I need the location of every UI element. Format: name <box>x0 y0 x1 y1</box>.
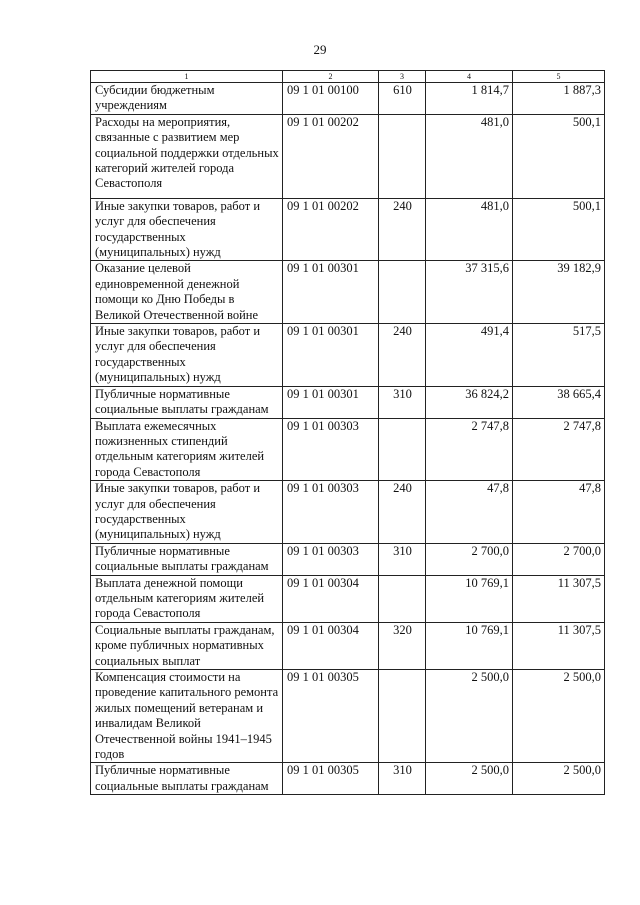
row-type <box>379 114 426 198</box>
row-value-col5: 500,1 <box>513 114 605 198</box>
table-row <box>91 83 605 115</box>
row-code: 09 1 01 00303 <box>283 543 379 575</box>
row-code: 09 1 01 00303 <box>283 481 379 544</box>
row-code: 09 1 01 00100 <box>283 83 379 115</box>
row-value-col4: 481,0 <box>426 198 513 261</box>
table-row <box>91 575 605 622</box>
header-col-2: 2 <box>283 71 379 83</box>
row-code: 09 1 01 00301 <box>283 324 379 387</box>
row-name: Иные закупки товаров, работ и услуг для обеспечения государственных (муниципальных) нужд <box>91 198 283 261</box>
row-value-col4: 37 315,6 <box>426 261 513 324</box>
row-value-col4: 491,4 <box>426 324 513 387</box>
row-type: 610 <box>379 83 426 115</box>
header-col-1: 1 <box>91 71 283 83</box>
row-name: Социальные выплаты гражданам, кроме публичных нормативных социальных выплат <box>91 622 283 669</box>
row-value-col4: 2 500,0 <box>426 670 513 763</box>
row-type <box>379 418 426 481</box>
row-type <box>379 670 426 763</box>
table-row <box>91 324 605 387</box>
row-code: 09 1 01 00305 <box>283 763 379 795</box>
table-row <box>91 481 605 544</box>
table-row <box>91 386 605 418</box>
row-value-col4: 481,0 <box>426 114 513 198</box>
row-code: 09 1 01 00304 <box>283 575 379 622</box>
header-row <box>91 71 605 83</box>
row-name: Выплата ежемесячных пожизненных стипендий отдельным категориям жителей города Севастополя <box>91 418 283 481</box>
row-type: 310 <box>379 763 426 795</box>
table-row <box>91 670 605 763</box>
row-type <box>379 575 426 622</box>
row-type <box>379 261 426 324</box>
row-value-col4: 10 769,1 <box>426 575 513 622</box>
row-value-col5: 2 500,0 <box>513 670 605 763</box>
row-value-col5: 38 665,4 <box>513 386 605 418</box>
table-row <box>91 763 605 795</box>
row-value-col4: 10 769,1 <box>426 622 513 669</box>
row-value-col5: 500,1 <box>513 198 605 261</box>
row-value-col5: 517,5 <box>513 324 605 387</box>
row-name: Компенсация стоимости на проведение капитального ремонта жилых помещений ветеранам и инвалидам Великой Отечественной войны 1941–1945 годов <box>91 670 283 763</box>
row-value-col5: 47,8 <box>513 481 605 544</box>
row-type: 320 <box>379 622 426 669</box>
page-number: 29 <box>313 42 327 57</box>
row-name: Оказание целевой единовременной денежной помощи ко Дню Победы в Великой Отечественной войне <box>91 261 283 324</box>
row-code: 09 1 01 00305 <box>283 670 379 763</box>
row-type: 310 <box>379 386 426 418</box>
table-row <box>91 418 605 481</box>
row-type: 240 <box>379 324 426 387</box>
row-code: 09 1 01 00301 <box>283 386 379 418</box>
row-value-col4: 36 824,2 <box>426 386 513 418</box>
table-row <box>91 114 605 198</box>
row-name: Выплата денежной помощи отдельным категориям жителей города Севастополя <box>91 575 283 622</box>
row-type: 240 <box>379 481 426 544</box>
row-value-col4: 47,8 <box>426 481 513 544</box>
budget-table <box>90 70 605 795</box>
row-name: Субсидии бюджетным учреждениям <box>91 83 283 115</box>
row-value-col4: 2 700,0 <box>426 543 513 575</box>
row-code: 09 1 01 00301 <box>283 261 379 324</box>
header-col-5: 5 <box>513 71 605 83</box>
row-name: Публичные нормативные социальные выплаты гражданам <box>91 386 283 418</box>
row-name: Публичные нормативные социальные выплаты гражданам <box>91 543 283 575</box>
row-value-col5: 11 307,5 <box>513 622 605 669</box>
table-row <box>91 543 605 575</box>
row-type: 240 <box>379 198 426 261</box>
row-value-col4: 2 500,0 <box>426 763 513 795</box>
row-code: 09 1 01 00303 <box>283 418 379 481</box>
row-value-col5: 39 182,9 <box>513 261 605 324</box>
row-value-col5: 2 700,0 <box>513 543 605 575</box>
row-name: Иные закупки товаров, работ и услуг для обеспечения государственных (муниципальных) нужд <box>91 324 283 387</box>
row-value-col5: 11 307,5 <box>513 575 605 622</box>
row-value-col5: 2 747,8 <box>513 418 605 481</box>
table-row <box>91 198 605 261</box>
row-code: 09 1 01 00202 <box>283 198 379 261</box>
row-type: 310 <box>379 543 426 575</box>
table-row <box>91 622 605 669</box>
row-name: Публичные нормативные социальные выплаты гражданам <box>91 763 283 795</box>
row-value-col5: 1 887,3 <box>513 83 605 115</box>
row-name: Иные закупки товаров, работ и услуг для обеспечения государственных (муниципальных) нужд <box>91 481 283 544</box>
row-code: 09 1 01 00202 <box>283 114 379 198</box>
header-col-3: 3 <box>379 71 426 83</box>
header-col-4: 4 <box>426 71 513 83</box>
row-value-col4: 1 814,7 <box>426 83 513 115</box>
table-row <box>91 261 605 324</box>
row-name: Расходы на мероприятия, связанные с развитием мер социальной поддержки отдельных категорий жителей города Севастополя <box>91 114 283 198</box>
row-value-col4: 2 747,8 <box>426 418 513 481</box>
row-value-col5: 2 500,0 <box>513 763 605 795</box>
row-code: 09 1 01 00304 <box>283 622 379 669</box>
